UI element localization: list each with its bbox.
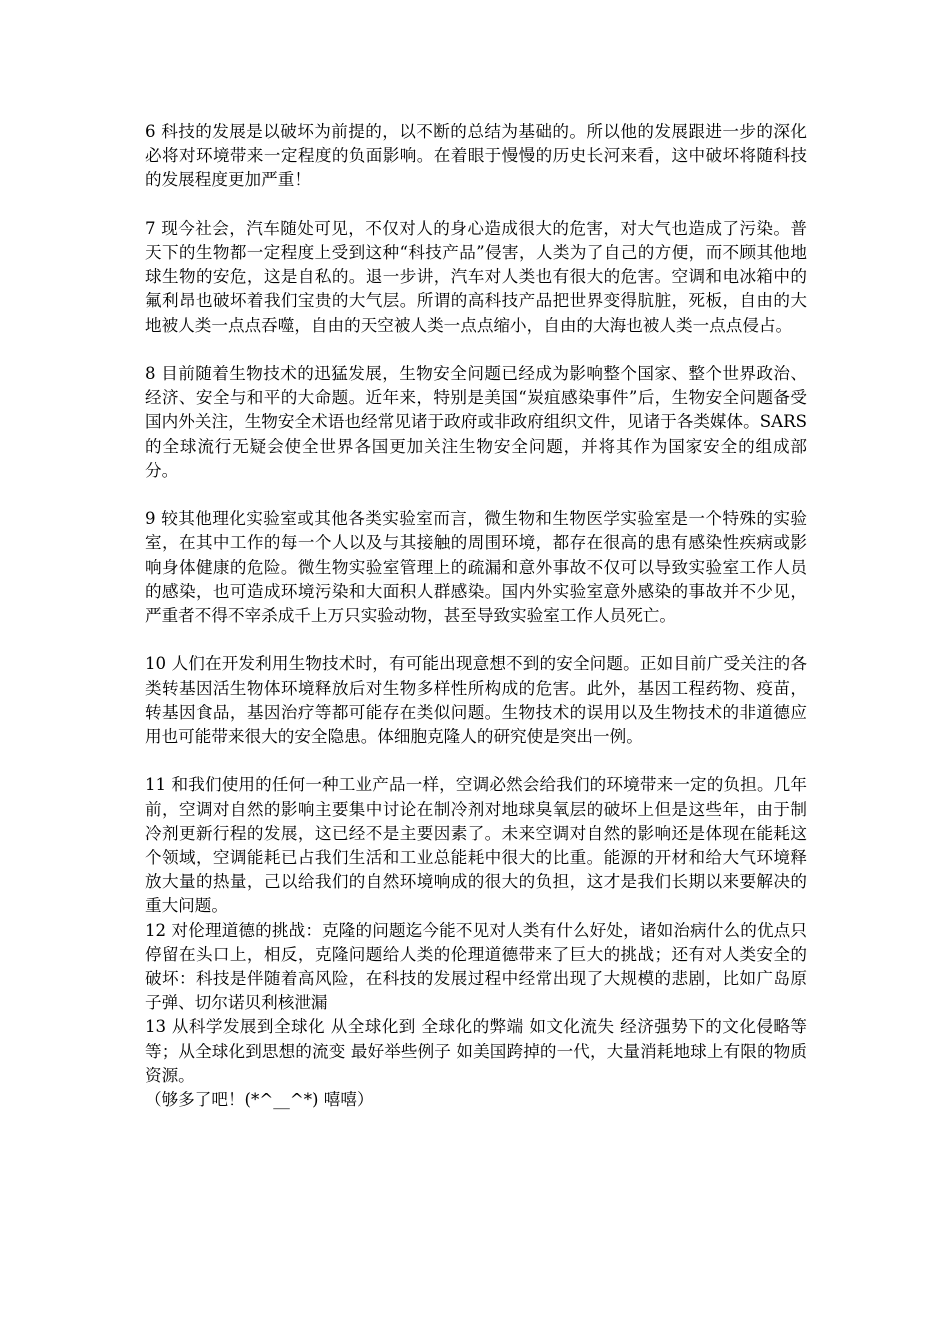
paragraph-9: 9 较其他理化实验室或其他各类实验室而言，微生物和生物医学实验室是一个特殊的实验室，在其中工作的每一个人以及与其接触的周围环境，都存在很高的患有感染性疾病或影响身体健康的危险。微生物实验室管理上的疏漏和意外事故不仅可以导致实验室工作人员的感染，也可造成环境污染和大面积人群感染。国内外实验室意外感染的事故并不少见，严重者不得不宰杀成千上万只实验动物，甚至导致实验室工作人员死亡。	[145, 509, 807, 626]
paragraph-11: 11 和我们使用的任何一种工业产品一样，空调必然会给我们的环境带来一定的负担。几年前，空调对自然的影响主要集中讨论在制冷剂对地球臭氧层的破坏上但是这些年，由于制冷剂更新行程的发展，这已经不是主要因素了。未来空调对自然的影响还是体现在能耗这个领域，空调能耗已占我们生活和工业总能耗中很大的比重。能源的开材和给大气环境释放大量的热量，己以给我们的自然环境响成的很大的负担，这才是我们长期以来要解决的重大问题。	[145, 775, 807, 916]
paragraph-13: 13 从科学发展到全球化 从全球化到 全球化的弊端 如文化流失 经济强势下的文化侵略等等；从全球化到思想的流变 最好举些例子 如美国跨掉的一代，大量消耗地球上有限的物质资源。	[145, 1017, 807, 1085]
paragraph-8: 8 目前随着生物技术的迅猛发展，生物安全问题已经成为影响整个国家、整个世界政治、经济、安全与和平的大命题。近年来，特别是美国“炭疽感染事件”后，生物安全问题备受国内外关注，生物安全术语也经常见诸于政府或非政府组织文件，见诸于各类媒体。SARS 的全球流行无疑会使全世界各国更加关注生物安全问题，并将其作为国家安全的组成部分。	[145, 364, 807, 480]
paragraph-gap	[145, 483, 807, 507]
paragraph-7: 7 现今社会，汽车随处可见，不仅对人的身心造成很大的危害，对大气也造成了污染。普天下的生物都一定程度上受到这种“科技产品”侵害，人类为了自己的方便，而不顾其他地球生物的安危，这是自私的。退一步讲，汽车对人类也有很大的危害。空调和电冰箱中的氟利昂也破坏着我们宝贵的大气层。所谓的高科技产品把世界变得肮脏，死板，自由的大地被人类一点点吞噬，自由的天空被人类一点点缩小，自由的大海也被人类一点点侵占。	[145, 218, 807, 335]
paragraph-gap	[145, 749, 807, 773]
document-body	[145, 120, 807, 1112]
paragraph-6: 6 科技的发展是以破坏为前提的，以不断的总结为基础的。所以他的发展跟进一步的深化必将对环境带来一定程度的负面影响。在着眼于慢慢的历史长河来看，这中破坏将随科技的发展程度更加严重！	[145, 122, 807, 190]
paragraph-gap	[145, 193, 807, 217]
paragraph-12: 12 对伦理道德的挑战：克隆的问题迄今能不见对人类有什么好处，诸如治病什么的优点只停留在头口上，相反，克隆问题给人类的伦理道德带来了巨大的挑战；还有对人类安全的破坏：科技是伴随着高风险，在科技的发展过程中经常出现了大规模的悲剧，比如广岛原子弹、切尔诺贝利核泄漏	[145, 920, 807, 1013]
paragraph-gap	[145, 338, 807, 362]
closing-remark: （够多了吧！(*^__^*) 嘻嘻）	[145, 1090, 374, 1110]
paragraph-gap	[145, 628, 807, 652]
paragraph-10: 10 人们在开发利用生物技术时，有可能出现意想不到的安全问题。正如目前广受关注的各类转基因活生物体环境释放后对生物多样性所构成的危害。此外，基因工程药物、疫苗，转基因食品，基因治疗等都可能存在类似问题。生物技术的误用以及生物技术的非道德应用也可能带来很大的安全隐患。体细胞克隆人的研究使是突出一例。	[145, 654, 807, 747]
